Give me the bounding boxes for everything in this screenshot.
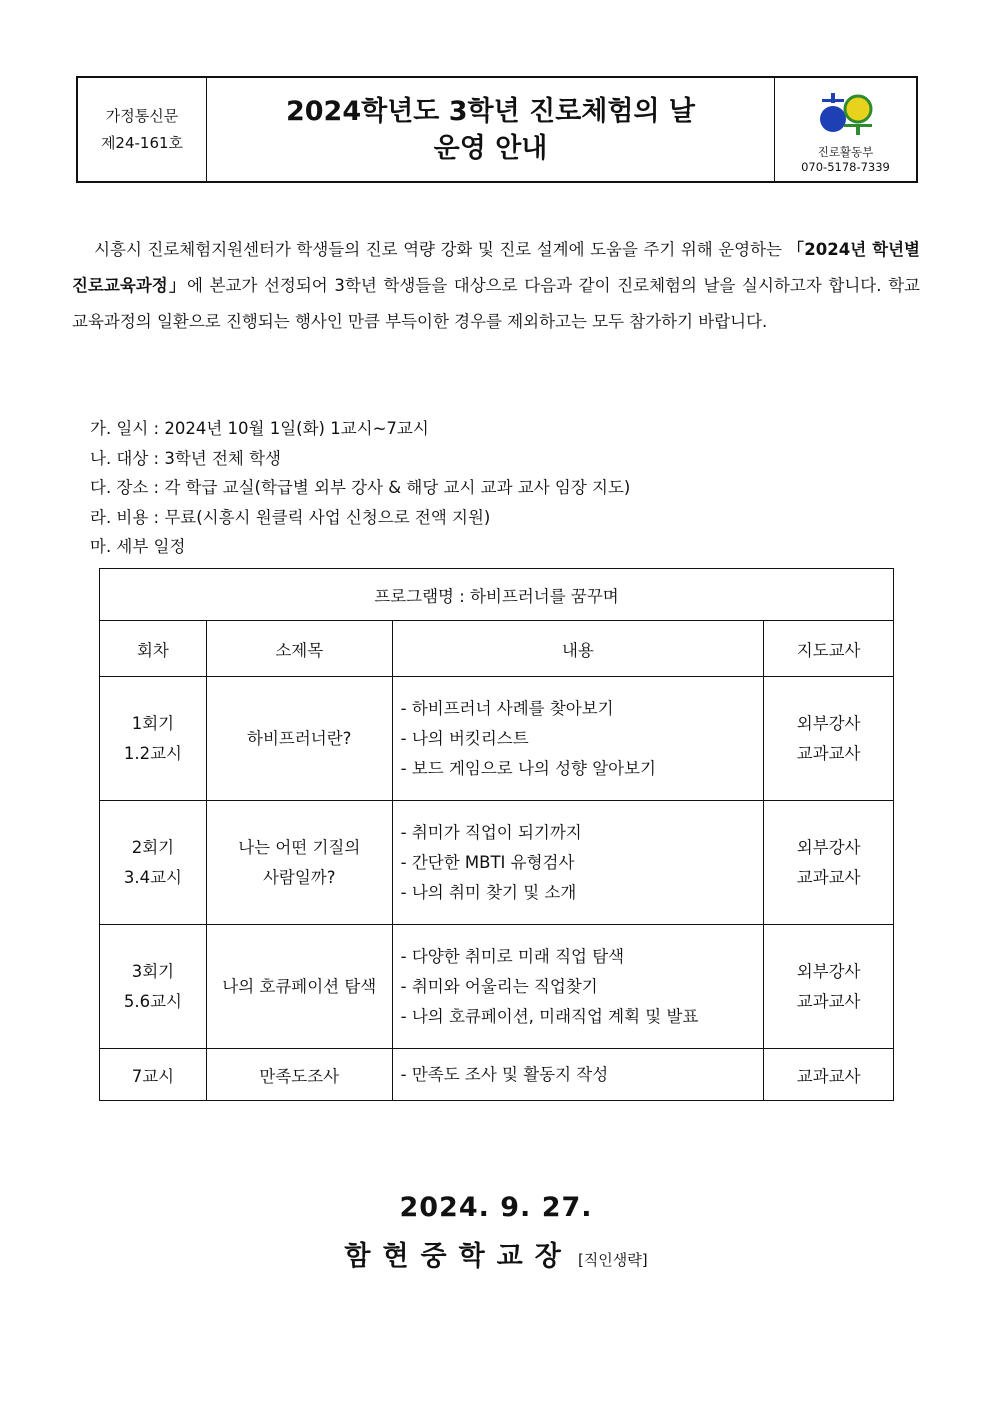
dept-info <box>774 78 916 181</box>
teacher-cell <box>764 677 894 801</box>
intro-paragraph <box>72 232 920 340</box>
content-item: - 취미와 어울리는 직업찾기 <box>400 976 598 996</box>
teacher-label: 외부강사 <box>796 713 861 733</box>
session-label: 3회기 <box>131 961 175 981</box>
intro-program-title: 「2024년 학년별 진로교육과정」 <box>72 240 920 295</box>
notice-number: 제24-161호 <box>100 133 184 152</box>
teacher-cell: 교과교사 <box>764 1049 894 1101</box>
session-cell <box>100 677 207 801</box>
table-row <box>100 925 894 1049</box>
detail-place: 다. 장소 : 각 학급 교실(학급별 외부 강사 & 해당 교시 교과 교사 임장 지도) <box>90 478 631 497</box>
detail-date: 가. 일시 : 2024년 10월 1일(화) 1교시~7교시 <box>90 419 429 438</box>
table-header-row <box>100 621 894 677</box>
school-logo-icon <box>814 91 878 137</box>
content-list <box>401 818 764 908</box>
content-item: - 나의 버킷리스트 <box>400 728 529 748</box>
subtitle-cell <box>206 925 392 1049</box>
subtitle-cell <box>206 677 392 801</box>
signer-name: 함현중학교장 <box>344 1241 573 1272</box>
subtitle-text: 나는 어떤 기질의 <box>238 837 361 857</box>
content-cell <box>392 925 764 1049</box>
signature-block <box>0 1234 992 1273</box>
notice-meta <box>78 78 207 181</box>
teacher-label: 외부강사 <box>796 837 861 857</box>
program-row <box>100 569 894 621</box>
content-item: - 간단한 MBTI 유형검사 <box>400 852 575 872</box>
dept-name: 진로활동부 <box>817 145 874 159</box>
col-header-content: 내용 <box>392 621 764 677</box>
detail-cost: 라. 비용 : 무료(시흥시 원클릭 사업 신청으로 전액 지원) <box>90 507 491 527</box>
notice-header <box>76 76 918 183</box>
title-line-1: 2024학년도 3학년 진로체험의 날 <box>285 95 696 127</box>
dept-phone: 070-5178-7339 <box>801 160 890 174</box>
content-item: - 나의 취미 찾기 및 소개 <box>400 882 577 902</box>
content-item: - 나의 호큐페이션, 미래직업 계획 및 발표 <box>400 1006 699 1026</box>
subtitle-text: 사람일까? <box>262 867 336 887</box>
table-row <box>100 677 894 801</box>
subtitle-cell: 만족도조사 <box>206 1049 392 1101</box>
intro-text-2: 에 본교가 선정되어 3학년 학생들을 대상으로 다음과 같이 진로체험의 날을 실시하고자 합니다. 학교 교육과정의 일환으로 진행되는 행사인 만큼 부득이한 경우를 제외하고는 모두 참가하기 바랍니다. <box>72 276 920 331</box>
period-label: 1.2교시 <box>123 743 182 763</box>
teacher-label: 교과교사 <box>796 991 861 1011</box>
teacher-label: 교과교사 <box>796 743 861 763</box>
teacher-label: 외부강사 <box>796 961 861 981</box>
content-item: - 다양한 취미로 미래 직업 탐색 <box>400 946 625 966</box>
subtitle-cell <box>206 801 392 925</box>
session-label: 1회기 <box>131 713 175 733</box>
intro-text-1: 시흥시 진로체험지원센터가 학생들의 진로 역량 강화 및 진로 설계에 도움을 주기 위해 운영하는 <box>94 240 788 259</box>
title-line-2: 운영 안내 <box>433 132 548 164</box>
detail-schedule-heading: 마. 세부 일정 <box>90 537 186 556</box>
notice-type: 가정통신문 <box>105 106 179 125</box>
issue-date: 2024. 9. 27. <box>399 1192 593 1223</box>
teacher-label: 교과교사 <box>796 867 861 887</box>
teacher-cell <box>764 925 894 1049</box>
session-cell <box>100 925 207 1049</box>
content-cell <box>392 801 764 925</box>
period-label: 5.6교시 <box>123 991 182 1011</box>
content-item: - 하비프러너 사례를 찾아보기 <box>400 698 614 718</box>
seal-note: [직인생략] <box>577 1251 648 1269</box>
col-header-subtitle: 소제목 <box>206 621 392 677</box>
col-header-session: 회차 <box>100 621 207 677</box>
table-row <box>100 801 894 925</box>
details-list <box>90 414 630 562</box>
detail-target: 나. 대상 : 3학년 전체 학생 <box>90 448 281 468</box>
session-label: 2회기 <box>131 837 175 857</box>
page-title <box>207 78 774 181</box>
subtitle-text: 하비프러너란? <box>247 728 352 748</box>
period-label: 3.4교시 <box>123 867 182 887</box>
content-list <box>401 694 764 784</box>
table-row <box>100 1049 894 1101</box>
content-item: - 취미가 직업이 되기까지 <box>400 822 582 842</box>
teacher-cell <box>764 801 894 925</box>
session-cell <box>100 801 207 925</box>
schedule-table <box>99 568 894 1101</box>
col-header-teacher: 지도교사 <box>764 621 894 677</box>
content-item: - 보드 게임으로 나의 성향 알아보기 <box>400 758 656 778</box>
content-cell: - 만족도 조사 및 활동지 작성 <box>392 1049 764 1101</box>
content-list <box>401 942 764 1032</box>
subtitle-text: 나의 호큐페이션 탐색 <box>222 976 377 996</box>
program-name: 프로그램명 : 하비프러너를 꿈꾸며 <box>100 569 894 621</box>
session-cell: 7교시 <box>100 1049 207 1101</box>
content-cell <box>392 677 764 801</box>
